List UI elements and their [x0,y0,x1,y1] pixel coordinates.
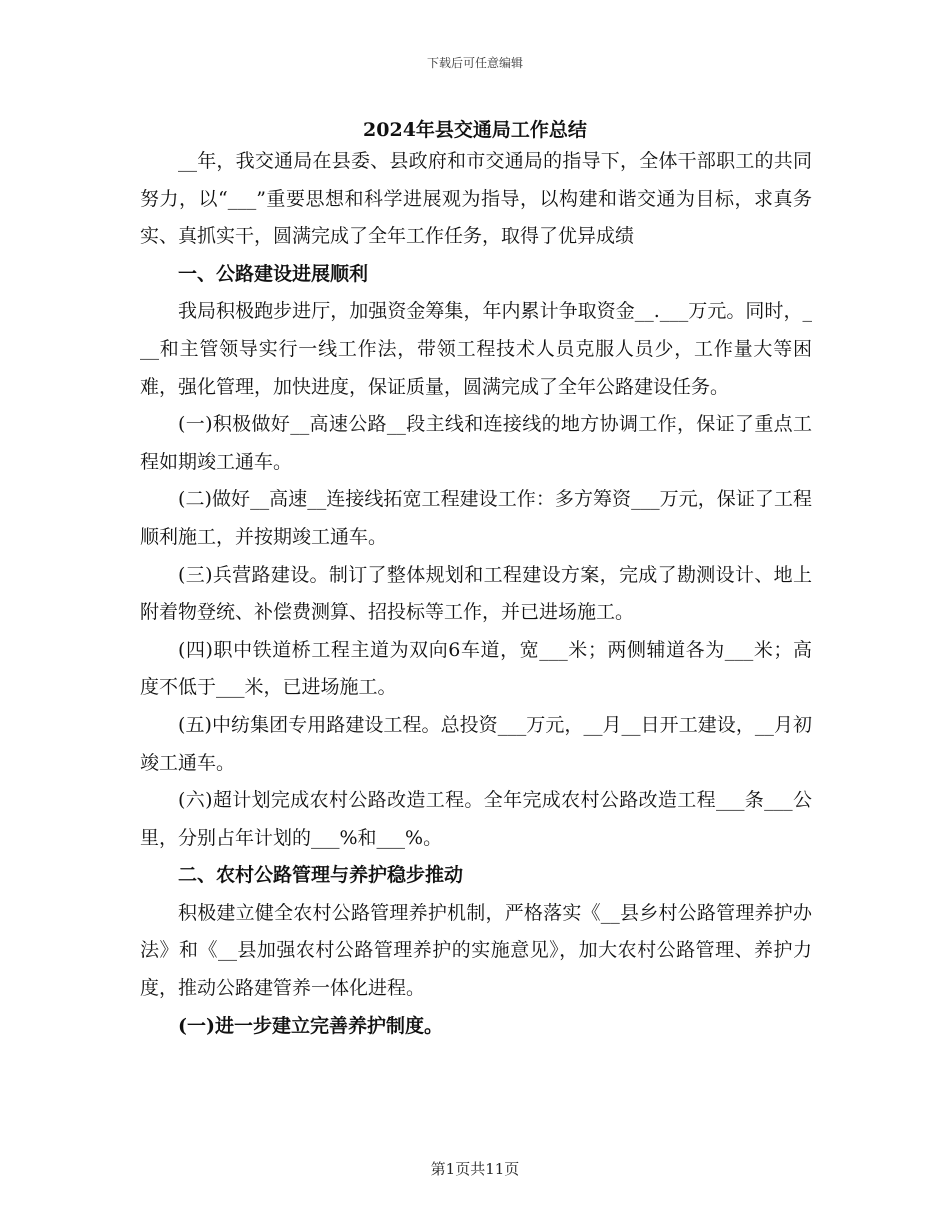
list-item-2: (二)做好__高速__连接线拓宽工程建设工作：多方筹资___万元，保证了工程顺利施工，并按期竣工通车。 [140,488,812,548]
document-title: 2024年县交通局工作总结 [363,119,587,141]
body-paragraph: 积极建立健全农村公路管理养护机制，严格落实《__县乡村公路管理养护办法》和《__县加强农村公路管理养护的实施意见》，加大农村公路管理、养护力度，推动公路建管养一体化进程。 [140,901,812,1000]
section-heading-2: 二、农村公路管理与养护稳步推动 [178,864,464,887]
list-item-1: (一)积极做好__高速公路__段主线和连接线的地方协调工作，保证了重点工程如期竣工通车。 [140,413,812,473]
list-item-4: (四)职中铁道桥工程主道为双向6车道，宽___米；两侧辅道各为___米；高度不低于___米，已进场施工。 [140,638,812,699]
list-item-6: (六)超计划完成农村公路改造工程。全年完成农村公路改造工程___条___公里，分别占年计划的___%和___%。 [140,789,812,849]
body-paragraph: 我局积极跑步进厅，加强资金筹集，年内累计争取资金__.___万元。同时，___和主管领导实行一线工作法，带领工程技术人员克服人员少，工作量大等困难，强化管理，加快进度，保证质量，圆满完成了全年公路建设任务。 [140,300,812,398]
subsection-heading: (一)进一步建立完善养护制度。 [178,1014,443,1037]
page-number: 第1页共11页 [430,1160,520,1178]
intro-paragraph: __年，我交通局在县委、县政府和市交通局的指导下，全体干部职工的共同努力，以“___”重要思想和科学进展观为指导，以构建和谐交通为目标，求真务实、真抓实干，圆满完成了全年工作任务，取得了优异成绩 [140,150,812,248]
list-item-3: (三)兵营路建设。制订了整体规划和工程建设方案，完成了勘测设计、地上附着物登统、补偿费测算、招投标等工作，并已进场施工。 [140,563,812,624]
document-body [140,143,812,1045]
list-item-5: (五)中纺集团专用路建设工程。总投资___万元，__月__日开工建设，__月初竣工通车。 [140,713,812,774]
section-heading-1: 一、公路建设进展顺利 [178,262,369,285]
header-note: 下载后可任意编辑 [426,56,523,70]
